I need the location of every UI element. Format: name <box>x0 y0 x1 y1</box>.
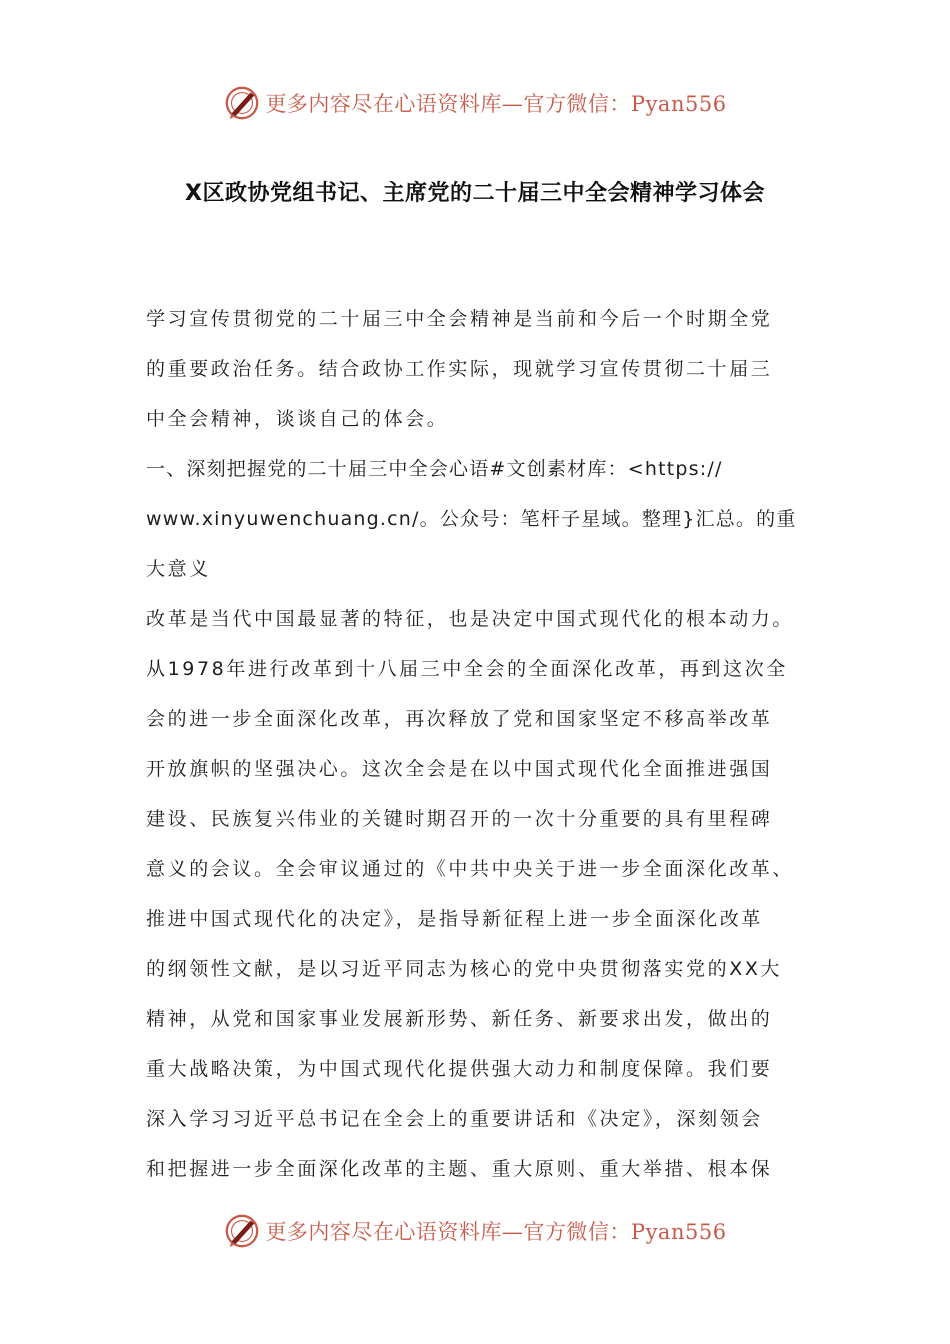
body-line: 中全会精神，谈谈自己的体会。 <box>146 408 449 430</box>
body-line: 从1978年进行改革到十八届三中全会的全面深化改革，再到这次全 <box>146 658 788 680</box>
body-line: 一、深刻把握党的二十届三中全会心语#文创素材库：<https:// <box>146 458 723 480</box>
body-line: 推进中国式现代化的决定》，是指导新征程上进一步全面深化改革 <box>146 908 763 930</box>
footer-banner <box>0 1209 950 1253</box>
footer-banner-text: 更多内容尽在心语资料库—官方微信：Pyan556 <box>265 1220 727 1244</box>
body-line: www.xinyuwenchuang.cn/。公众号：笔杆子星域。整理}汇总。的重 <box>146 508 797 530</box>
body-line: 和把握进一步全面深化改革的主题、重大原则、重大举措、根本保 <box>146 1158 773 1180</box>
body-line: 建设、民族复兴伟业的关键时期召开的一次十分重要的具有里程碑 <box>146 808 773 830</box>
body-line: 的重要政治任务。结合政协工作实际，现就学习宣传贯彻二十届三 <box>146 358 773 380</box>
body-line: 大意义 <box>146 558 211 580</box>
body-text <box>146 299 806 1199</box>
body-line: 改革是当代中国最显著的特征，也是决定中国式现代化的根本动力。 <box>146 608 795 630</box>
pen-circle-logo-icon <box>223 1212 261 1250</box>
document-title: X区政协党组书记、主席党的二十届三中全会精神学习体会 <box>185 181 765 206</box>
body-line: 学习宣传贯彻党的二十届三中全会精神是当前和今后一个时期全党 <box>146 308 773 330</box>
pen-circle-logo-icon <box>223 84 261 122</box>
body-line: 意义的会议。全会审议通过的《中共中央关于进一步全面深化改革、 <box>146 858 795 880</box>
body-line: 开放旗帜的坚强决心。这次全会是在以中国式现代化全面推进强国 <box>146 758 773 780</box>
header-banner-text: 更多内容尽在心语资料库—官方微信：Pyan556 <box>265 92 727 116</box>
body-line: 会的进一步全面深化改革，再次释放了党和国家坚定不移高举改革 <box>146 708 773 730</box>
body-line: 深入学习习近平总书记在全会上的重要讲话和《决定》，深刻领会 <box>146 1108 763 1130</box>
body-line: 重大战略决策，为中国式现代化提供强大动力和制度保障。我们要 <box>146 1058 773 1080</box>
body-line: 精神，从党和国家事业发展新形势、新任务、新要求出发，做出的 <box>146 1008 773 1030</box>
header-banner <box>0 81 950 125</box>
body-line: 的纲领性文献，是以习近平同志为核心的党中央贯彻落实党的XX大 <box>146 958 783 980</box>
